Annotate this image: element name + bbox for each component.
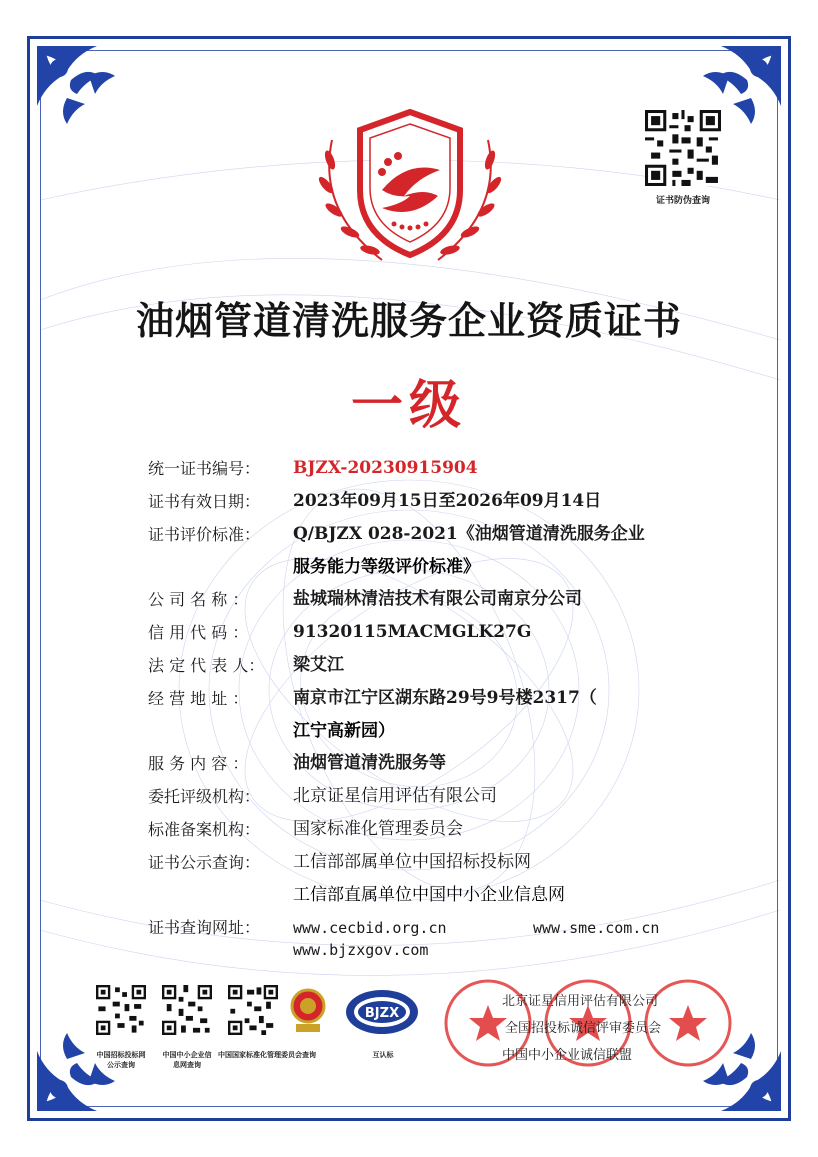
field-publicity (148, 846, 708, 879)
badge-caption: 互认标 (372, 1051, 394, 1059)
field-validity (148, 485, 708, 518)
qr2-caption-line2: 息网查询 (173, 1061, 201, 1069)
corner-ornament-icon (37, 46, 123, 132)
validity-value: 2023年09月15日至2026年09月14日 (293, 491, 602, 511)
anti-counterfeit-qr-icon[interactable] (645, 110, 721, 186)
url-cecbid-link[interactable]: www.cecbid.org.cn (293, 919, 447, 937)
legal-rep-value: 梁艾江 (293, 655, 344, 675)
url-bjzxgov-link[interactable]: www.bjzxgov.com (293, 941, 429, 959)
field-label: 证书查询网址： (148, 918, 261, 937)
bjzx-badge-icon (344, 988, 420, 1036)
service-value: 油烟管道清洗服务等 (293, 753, 446, 773)
field-filing-org (148, 813, 708, 846)
field-label: 服 务 内 容 ： (148, 754, 249, 773)
field-label: 证书有效日期： (148, 492, 261, 511)
credit-code-value: 91320115MACMGLK27G (293, 622, 532, 642)
field-label: 经 营 地 址 ： (148, 689, 249, 708)
qr2-caption-line1: 中国中小企业信 (162, 1051, 212, 1059)
publicity-value: 工信部部属单位中国招标投标网 (293, 852, 531, 872)
grade-label: 一级 (350, 375, 467, 436)
url-sme-link[interactable]: www.sme.com.cn (533, 919, 660, 937)
address-value: 南京市江宁区湖东路29号9号楼2317（ (293, 688, 597, 708)
field-service (148, 747, 708, 780)
filing-org-value: 国家标准化管理委员会 (293, 819, 463, 839)
issuer-line-2: 全国招投标诚信评审委员会 (505, 1021, 662, 1036)
field-label: 信 用 代 码 ： (148, 623, 249, 642)
issuer-line-3: 中国中小企业诚信联盟 (502, 1048, 633, 1063)
badge-text: BJZX (364, 1006, 400, 1021)
field-label: 标准备案机构： (148, 820, 261, 839)
field-credit-code (148, 616, 708, 649)
qr3-caption: 中国国家标准化管理委员会查询 (218, 1051, 316, 1059)
rating-org-value: 北京证星信用评估有限公司 (293, 786, 497, 806)
qr1-caption-line2: 公示查询 (107, 1061, 135, 1069)
field-label: 证书评价标准： (148, 525, 261, 544)
field-urls (148, 911, 708, 961)
standard-value-cont: 服务能力等级评价标准》 (293, 557, 480, 577)
address-value-cont: 江宁高新园） (293, 721, 395, 741)
publicity-value-cont: 工信部直属单位中国中小企业信息网 (293, 885, 565, 905)
qr1-caption (86, 1050, 156, 1070)
field-label: 法 定 代 表 人： (148, 656, 265, 675)
url-list (293, 911, 713, 961)
field-cert-no (148, 452, 708, 485)
field-legal-rep (148, 649, 708, 682)
field-label: 委托评级机构： (148, 787, 261, 806)
sme-qr-icon[interactable] (162, 985, 212, 1035)
field-label: 证书公示查询： (148, 853, 261, 872)
field-label: 统一证书编号： (148, 459, 261, 478)
qr2-caption (152, 1050, 222, 1070)
laurel-shield-emblem-icon (312, 100, 508, 275)
standard-value: Q/BJZX 028-2021《油烟管道清洗服务企业 (293, 524, 645, 544)
certificate-fields (148, 452, 708, 961)
issuer-line-1: 北京证星信用评估有限公司 (502, 994, 659, 1009)
field-label: 公 司 名 称 ： (148, 590, 249, 609)
field-company (148, 583, 708, 616)
sac-qr-icon[interactable] (228, 985, 278, 1035)
qr1-caption-line1: 中国招标投标网 (96, 1051, 146, 1059)
qr-caption: 证书防伪查询 (655, 196, 710, 206)
page-title: 油烟管道清洗服务企业资质证书 (135, 298, 682, 343)
field-standard (148, 518, 708, 551)
national-emblem-icon (290, 988, 326, 1034)
field-address (148, 682, 708, 715)
field-rating-org (148, 780, 708, 813)
cert-no-value: BJZX-20230915904 (293, 458, 478, 478)
cecbid-qr-icon[interactable] (96, 985, 146, 1035)
company-value: 盐城瑞林清洁技术有限公司南京分公司 (293, 589, 582, 609)
